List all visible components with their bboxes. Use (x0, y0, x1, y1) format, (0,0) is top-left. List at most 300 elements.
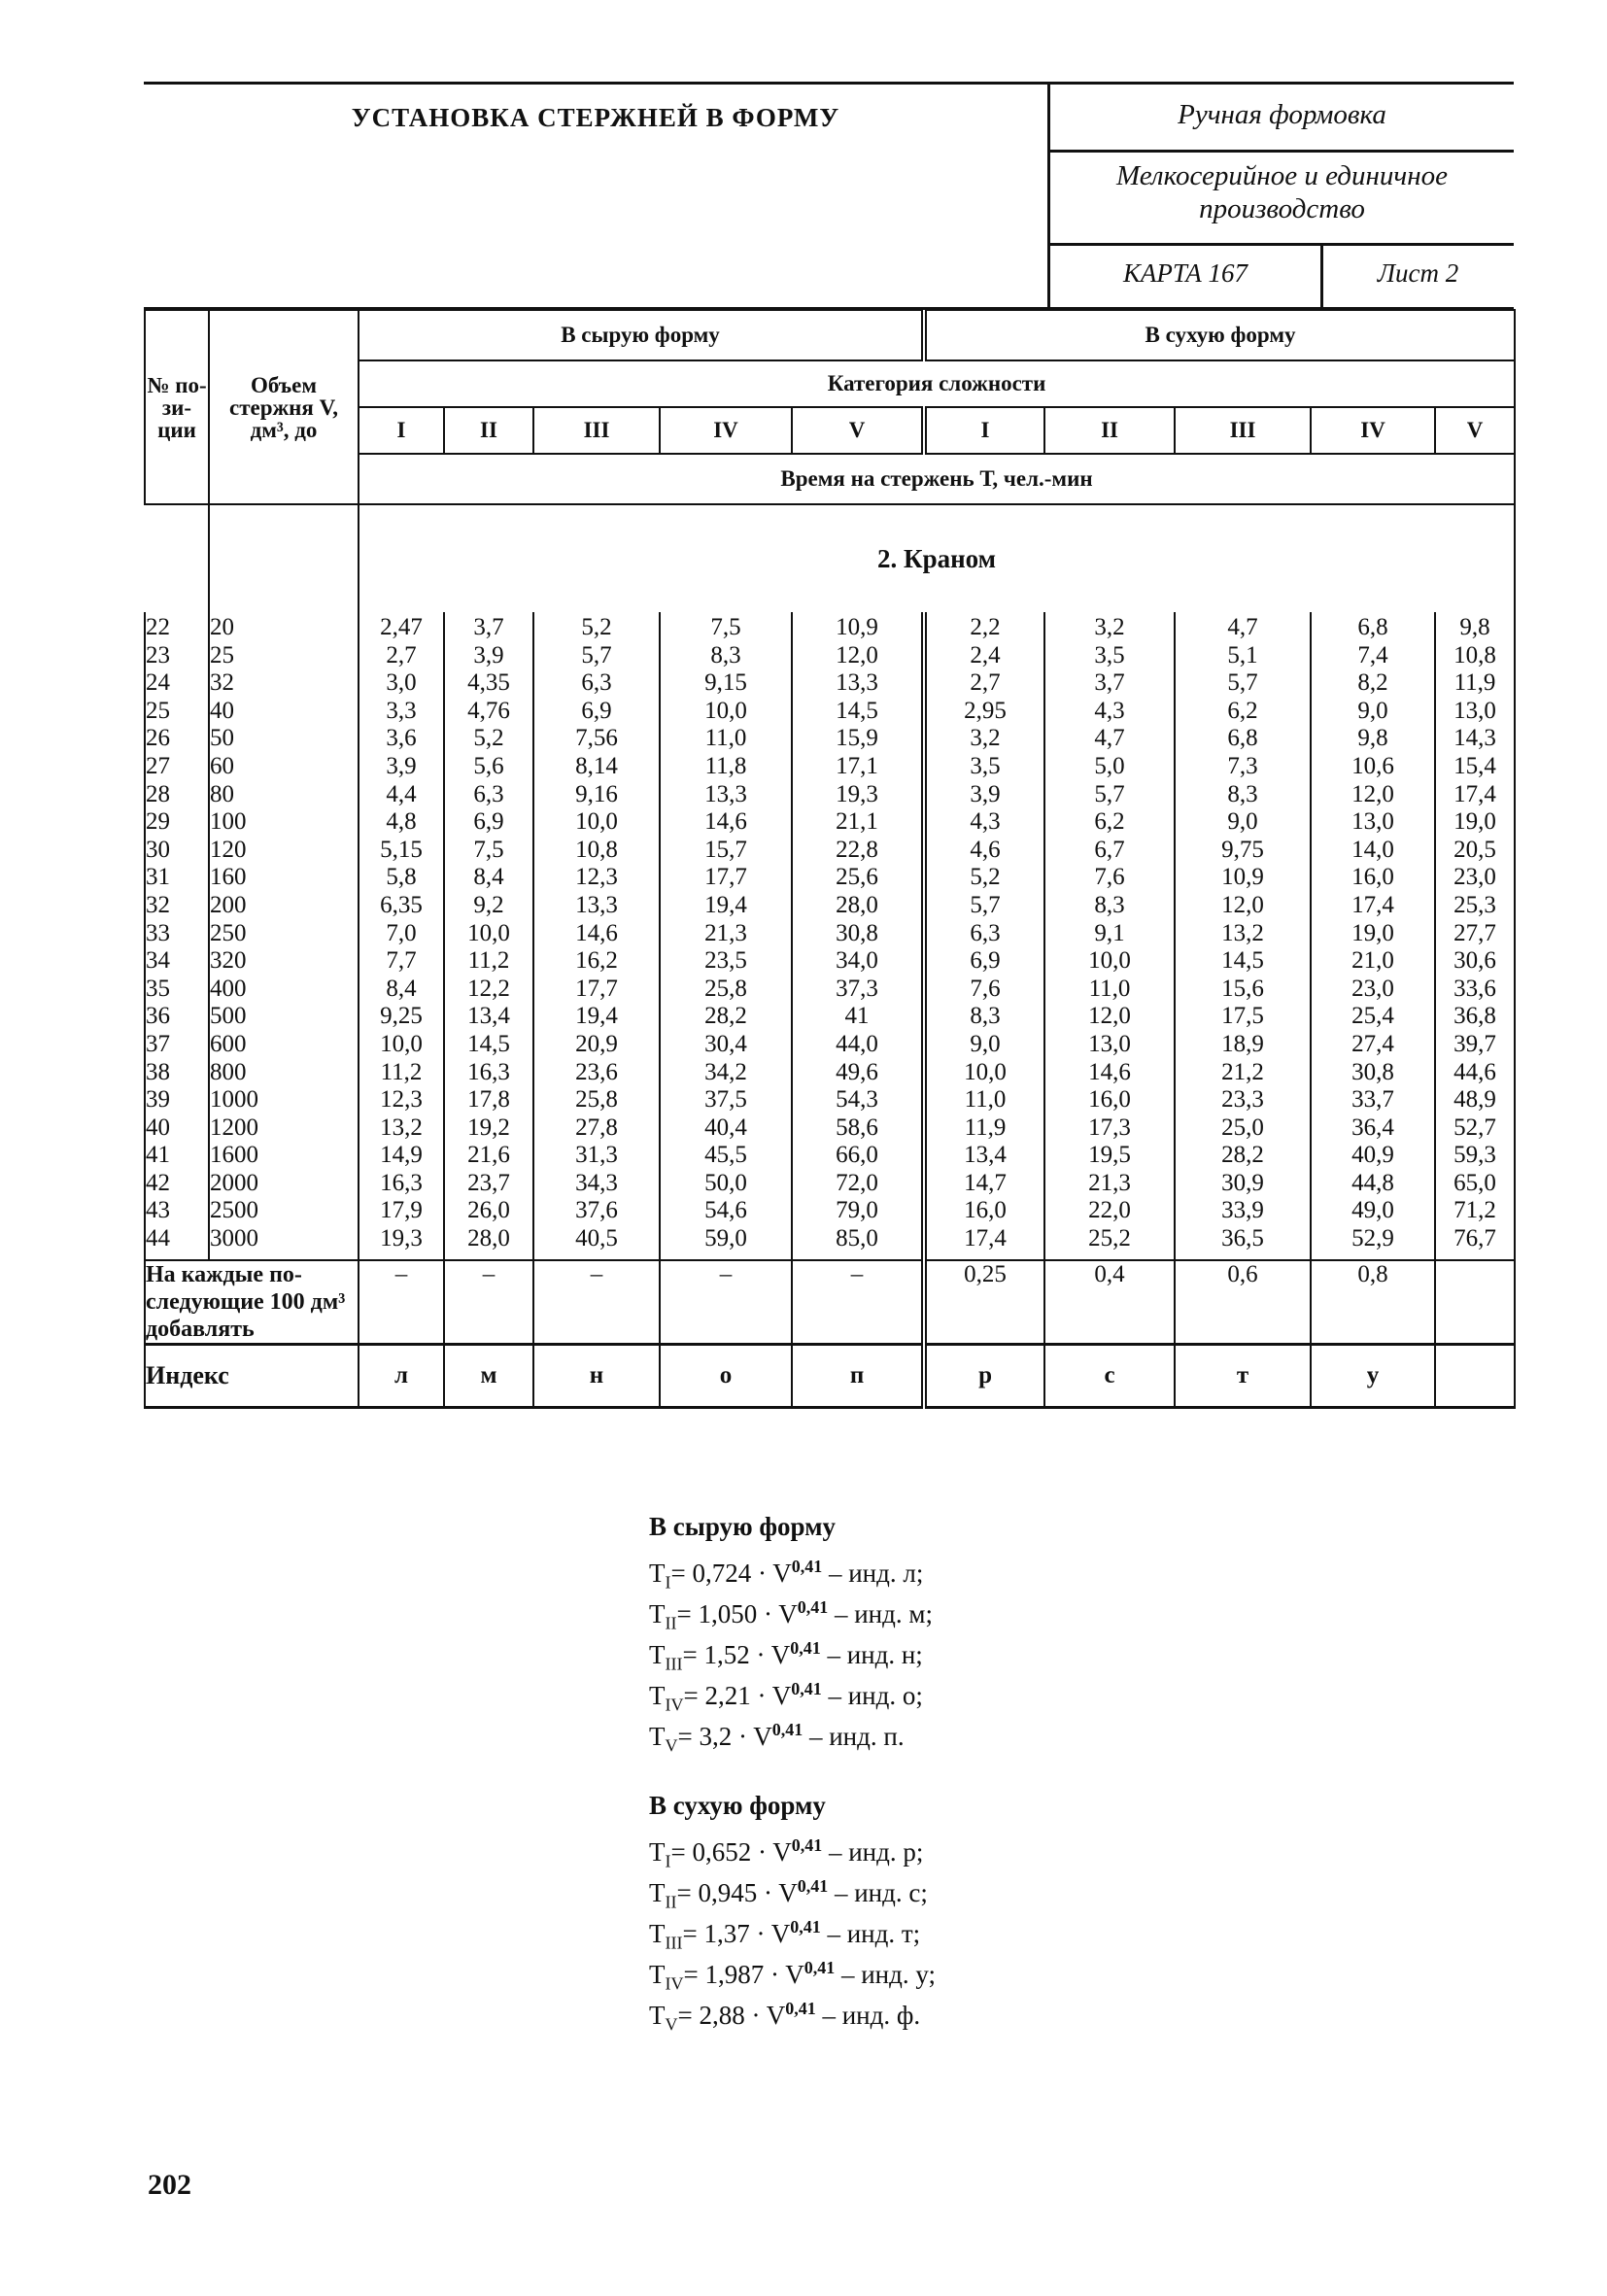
table-cell: 5,7 (1094, 780, 1125, 807)
index-value (1435, 1344, 1515, 1407)
formula-expression: = 0,724 · V (670, 1559, 792, 1588)
table-cell: 21,2 (1221, 1058, 1264, 1085)
index-value: л (359, 1344, 444, 1407)
table-cell: 39,7 (1453, 1030, 1496, 1057)
formula-expression: = 1,050 · V (676, 1599, 798, 1628)
table-cell: 3,6 (386, 725, 417, 752)
table-cell: 40,9 (1351, 1142, 1394, 1169)
table-cell: 43 (146, 1197, 170, 1224)
table-cell: 2,2 (970, 614, 1001, 640)
table-cell: 4,4 (386, 780, 417, 807)
table-cell: 8,3 (1227, 780, 1258, 807)
table-cell: 36,4 (1351, 1114, 1394, 1141)
volume-column-header: Объем стержня V, дм³, до (209, 310, 359, 504)
table-cell: 4,8 (386, 808, 417, 836)
table-cell: 32 (210, 669, 234, 697)
table-cell: 17,4 (964, 1225, 1007, 1252)
time-values-column-6 (924, 612, 1044, 1260)
table-cell: 19,3 (380, 1225, 423, 1252)
table-cell: 3,7 (1094, 669, 1125, 697)
table-cell: 17,3 (1088, 1114, 1131, 1141)
time-values-column-8 (1175, 612, 1311, 1260)
table-cell: 33,6 (1453, 975, 1496, 1002)
sheet-number: Лист 2 (1377, 258, 1459, 288)
table-cell: 5,1 (1227, 641, 1258, 668)
complexity-category-raw-3: III (533, 407, 660, 454)
formula-exponent: 0,41 (797, 1876, 829, 1896)
table-cell: 21,3 (704, 919, 747, 946)
index-label: Индекс (145, 1344, 359, 1407)
increment-label: На каждые по- следующие 100 дм³ добавлять (145, 1260, 359, 1345)
formula-index-note: – инд. м; (828, 1599, 933, 1628)
table-cell: 38 (146, 1058, 170, 1085)
empty-cell (209, 504, 359, 612)
increment-value: 0,8 (1311, 1260, 1435, 1345)
table-cell: 4,3 (1094, 697, 1125, 724)
table-cell: 9,0 (1227, 808, 1258, 836)
table-cell: 16,2 (575, 947, 618, 975)
table-cell: 14,5 (1221, 947, 1264, 975)
table-cell: 45,5 (704, 1142, 747, 1169)
table-cell: 14,7 (964, 1169, 1007, 1196)
formula-subscript: V (665, 1735, 678, 1756)
table-cell: 17,5 (1221, 1003, 1264, 1030)
table-cell: 10,0 (964, 1058, 1007, 1085)
table-cell: 17,4 (1351, 891, 1394, 918)
table-cell: 11,8 (704, 752, 747, 779)
table-cell: 17,4 (1453, 780, 1496, 807)
table-cell: 42 (146, 1169, 170, 1196)
header-info-block (1050, 82, 1514, 307)
table-cell: 7,6 (970, 975, 1001, 1002)
formula-line (649, 1947, 1193, 1994)
table-cell: 25 (210, 641, 234, 668)
table-cell: 14,6 (575, 919, 618, 946)
table-cell: 71,2 (1453, 1197, 1496, 1224)
formula-symbol: T (649, 1919, 666, 1948)
table-cell: 50 (210, 725, 234, 752)
table-cell: 37,5 (704, 1086, 747, 1114)
formula-line (649, 1825, 1193, 1871)
increment-value: – (533, 1260, 660, 1345)
table-cell: 40,5 (575, 1225, 618, 1252)
table-cell: 31,3 (575, 1142, 618, 1169)
table-cell: 6,7 (1094, 836, 1125, 863)
table-cell: 23 (146, 641, 170, 668)
molding-type: Ручная формовка (1178, 99, 1386, 130)
table-cell: 59,3 (1453, 1142, 1496, 1169)
table-cell: 7,56 (575, 725, 618, 752)
index-value: о (660, 1344, 792, 1407)
table-cell: 5,7 (581, 641, 612, 668)
volume-values (209, 612, 359, 1260)
table-cell: 21,1 (836, 808, 878, 836)
table-cell: 36 (146, 1003, 170, 1030)
table-cell: 16,0 (1088, 1086, 1131, 1114)
complexity-category-dry-5: V (1435, 407, 1515, 454)
time-values-column-4 (660, 612, 792, 1260)
table-cell: 5,15 (380, 836, 423, 863)
increment-value: – (660, 1260, 792, 1345)
complexity-category-dry-3: III (1175, 407, 1311, 454)
table-cell: 19,5 (1088, 1142, 1131, 1169)
increment-value: 0,25 (924, 1260, 1044, 1345)
table-cell: 4,7 (1094, 725, 1125, 752)
table-cell: 3,2 (1094, 614, 1125, 640)
table-cell: 19,2 (467, 1114, 510, 1141)
formula-exponent: 0,41 (791, 1679, 822, 1698)
formula-index-note: – инд. о; (821, 1681, 923, 1710)
table-cell: 7,5 (473, 836, 504, 863)
formula-index-note: – инд. т; (820, 1919, 921, 1948)
time-values-column-7 (1044, 612, 1175, 1260)
table-cell: 8,3 (970, 1003, 1001, 1030)
table-cell: 49,6 (836, 1058, 878, 1085)
raw-mold-group-header: В сырую форму (359, 310, 924, 360)
table-cell: 10,9 (1221, 864, 1264, 891)
formula-line (649, 1906, 1193, 1953)
formula-expression: = 2,21 · V (683, 1681, 792, 1710)
table-cell: 44,6 (1453, 1058, 1496, 1085)
table-cell: 100 (210, 808, 247, 836)
table-cell: 13,3 (575, 891, 618, 918)
time-values-column-10 (1435, 612, 1515, 1260)
formula-symbol: T (649, 1878, 666, 1907)
table-cell: 30,4 (704, 1030, 747, 1057)
card-header (144, 82, 1514, 307)
table-cell: 10,0 (1088, 947, 1131, 975)
table-cell: 23,7 (467, 1169, 510, 1196)
header-rule (1050, 150, 1514, 153)
production-type: Мелкосерийное и единичное производство (1116, 160, 1448, 224)
table-cell: 9,15 (704, 669, 747, 697)
raw-formulas-title: В сырую форму (649, 1512, 837, 1541)
formula-symbol: T (649, 1960, 666, 1989)
table-cell: 25,3 (1453, 891, 1496, 918)
table-cell: 30,8 (1351, 1058, 1394, 1085)
table-cell: 320 (210, 947, 247, 975)
table-cell: 37,3 (836, 975, 878, 1002)
table-cell: 10,0 (575, 808, 618, 836)
table-cell: 6,8 (1227, 725, 1258, 752)
table-cell: 11,0 (964, 1086, 1007, 1114)
table-cell: 19,4 (575, 1003, 618, 1030)
table-cell: 23,6 (575, 1058, 618, 1085)
table-cell: 8,14 (575, 752, 618, 779)
table-cell: 5,7 (970, 891, 1001, 918)
table-cell: 25,2 (1088, 1225, 1131, 1252)
table-cell: 22 (146, 614, 170, 640)
table-cell: 13,4 (467, 1003, 510, 1030)
formula-expression: = 3,2 · V (677, 1722, 772, 1751)
table-cell: 5,2 (970, 864, 1001, 891)
formula-symbol: T (649, 1681, 666, 1710)
table-cell: 34 (146, 947, 170, 975)
table-cell: 32 (146, 891, 170, 918)
empty-cell (145, 504, 209, 612)
time-values-column-5 (792, 612, 924, 1260)
table-cell: 9,16 (575, 780, 618, 807)
complexity-category-raw-4: IV (660, 407, 792, 454)
table-cell: 28,2 (704, 1003, 747, 1030)
table-cell: 2,4 (970, 641, 1001, 668)
formula-line (649, 1546, 1193, 1593)
formula-exponent: 0,41 (804, 1958, 836, 1977)
complexity-category-raw-1: I (359, 407, 444, 454)
table-cell: 12,0 (1221, 891, 1264, 918)
complexity-category-dry-1: I (924, 407, 1044, 454)
table-cell: 14,6 (704, 808, 747, 836)
index-value: т (1175, 1344, 1311, 1407)
table-cell: 52,7 (1453, 1114, 1496, 1141)
formula-line (649, 1628, 1193, 1674)
formula-expression: = 0,652 · V (670, 1837, 792, 1867)
formula-index-note: – инд. н; (820, 1640, 923, 1669)
table-cell: 3,5 (970, 752, 1001, 779)
table-cell: 44 (146, 1225, 170, 1252)
formula-index-note: – инд. п. (803, 1722, 905, 1751)
table-cell: 7,5 (710, 614, 741, 640)
table-cell: 13,0 (1088, 1030, 1131, 1057)
table-cell: 15,9 (836, 725, 878, 752)
increment-value: – (359, 1260, 444, 1345)
formula-subscript: IV (665, 1973, 684, 1994)
table-cell: 14,0 (1351, 836, 1394, 863)
table-cell: 28,0 (467, 1225, 510, 1252)
table-cell: 11,9 (964, 1114, 1007, 1141)
table-cell: 28 (146, 780, 170, 807)
table-cell: 20 (210, 614, 234, 640)
table-cell: 14,5 (836, 697, 878, 724)
table-cell: 250 (210, 919, 247, 946)
table-cell: 11,0 (704, 725, 747, 752)
table-cell: 27 (146, 752, 170, 779)
formula-exponent: 0,41 (771, 1720, 804, 1739)
table-cell: 25,8 (704, 975, 747, 1002)
table-cell: 13,3 (704, 780, 747, 807)
dry-mold-group-header: В сухую форму (924, 310, 1515, 360)
table-cell: 15,4 (1453, 752, 1496, 779)
table-cell: 2,7 (386, 641, 417, 668)
table-cell: 7,4 (1357, 641, 1388, 668)
table-cell: 11,9 (1453, 669, 1496, 697)
table-cell: 4,3 (970, 808, 1001, 836)
table-cell: 34,2 (704, 1058, 747, 1085)
table-cell: 7,6 (1094, 864, 1125, 891)
table-cell: 41 (146, 1142, 170, 1169)
table-cell: 16,0 (1351, 864, 1394, 891)
table-cell: 35 (146, 975, 170, 1002)
time-values-column-1 (359, 612, 444, 1260)
table-cell: 1200 (210, 1114, 258, 1141)
table-cell: 9,75 (1221, 836, 1264, 863)
table-cell: 39 (146, 1086, 170, 1114)
table-cell: 34,0 (836, 947, 878, 975)
table-cell: 19,4 (704, 891, 747, 918)
index-value: р (924, 1344, 1044, 1407)
table-cell: 2,7 (970, 669, 1001, 697)
table-cell: 31 (146, 864, 170, 891)
increment-value: – (792, 1260, 924, 1345)
complexity-category-dry-2: II (1044, 407, 1175, 454)
table-cell: 17,8 (467, 1086, 510, 1114)
table-cell: 22,0 (1088, 1197, 1131, 1224)
complexity-category-raw-5: V (792, 407, 924, 454)
table-cell: 12,0 (836, 641, 878, 668)
table-cell: 3,0 (386, 669, 417, 697)
table-cell: 18,9 (1221, 1030, 1264, 1057)
formula-expression: = 1,37 · V (682, 1919, 791, 1948)
increment-value: – (444, 1260, 533, 1345)
table-cell: 21,3 (1088, 1169, 1131, 1196)
table-cell: 5,2 (581, 614, 612, 640)
index-value: н (533, 1344, 660, 1407)
table-cell: 48,9 (1453, 1086, 1496, 1114)
table-cell: 41 (844, 1003, 870, 1030)
table-cell: 19,0 (1453, 808, 1496, 836)
table-cell: 3,2 (970, 725, 1001, 752)
table-cell: 6,35 (380, 891, 423, 918)
table-cell: 13,4 (964, 1142, 1007, 1169)
table-cell: 79,0 (836, 1197, 878, 1224)
formula-symbol: T (649, 1559, 666, 1588)
formula-line (649, 1587, 1193, 1633)
table-cell: 23,0 (1351, 975, 1394, 1002)
increment-value (1435, 1260, 1515, 1345)
table-cell: 27,8 (575, 1114, 618, 1141)
table-cell: 40 (146, 1114, 170, 1141)
table-cell: 29 (146, 808, 170, 836)
section-title: 2. Краном (359, 504, 1515, 612)
table-cell: 4,6 (970, 836, 1001, 863)
table-cell: 6,9 (581, 697, 612, 724)
page-number: 202 (148, 2169, 191, 2201)
table-cell: 500 (210, 1003, 247, 1030)
table-cell: 30,6 (1453, 947, 1496, 975)
increment-value: 0,4 (1044, 1260, 1175, 1345)
formula-index-note: – инд. р; (822, 1837, 924, 1867)
table-cell: 37 (146, 1030, 170, 1057)
formula-symbol: T (649, 1640, 666, 1669)
table-cell: 5,6 (473, 752, 504, 779)
table-cell: 30,9 (1221, 1169, 1264, 1196)
complexity-category-dry-4: IV (1311, 407, 1435, 454)
table-cell: 6,3 (473, 780, 504, 807)
table-cell: 54,3 (836, 1086, 878, 1114)
table-cell: 8,3 (1094, 891, 1125, 918)
table-cell: 5,2 (473, 725, 504, 752)
formula-exponent: 0,41 (791, 1557, 823, 1576)
table-cell: 2,95 (964, 697, 1007, 724)
table-cell: 13,0 (1453, 697, 1496, 724)
table-cell: 27,7 (1453, 919, 1496, 946)
table-cell: 44,0 (836, 1030, 878, 1057)
table-cell: 3,9 (970, 780, 1001, 807)
table-cell: 10,8 (575, 836, 618, 863)
table-cell: 66,0 (836, 1142, 878, 1169)
table-cell: 36,8 (1453, 1003, 1496, 1030)
table-cell: 3,9 (473, 641, 504, 668)
formula-symbol: T (649, 2001, 666, 2030)
table-cell: 12,0 (1088, 1003, 1131, 1030)
table-cell: 17,9 (380, 1197, 423, 1224)
table-cell: 80 (210, 780, 234, 807)
formula-expression: = 2,88 · V (677, 2001, 786, 2030)
table-cell: 25,4 (1351, 1003, 1394, 1030)
table-cell: 60 (210, 752, 234, 779)
table-cell: 8,4 (473, 864, 504, 891)
table-cell: 14,6 (1088, 1058, 1131, 1085)
table-cell: 37,6 (575, 1197, 618, 1224)
table-cell: 3,5 (1094, 641, 1125, 668)
table-cell: 6,9 (473, 808, 504, 836)
formula-exponent: 0,41 (790, 1638, 821, 1658)
table-cell: 15,7 (704, 836, 747, 863)
table-cell: 2000 (210, 1169, 258, 1196)
formula-subscript: I (665, 1851, 671, 1871)
table-cell: 72,0 (836, 1169, 878, 1196)
table-cell: 9,25 (380, 1003, 423, 1030)
raw-formulas-list (649, 1546, 1193, 1756)
formula-index-note: – инд. у; (835, 1960, 937, 1989)
formula-index-note: – инд. ф. (815, 2001, 921, 2030)
formula-exponent: 0,41 (790, 1917, 821, 1936)
table-cell: 6,8 (1357, 614, 1388, 640)
table-cell: 7,3 (1227, 752, 1258, 779)
table-cell: 7,7 (386, 947, 417, 975)
complexity-category-raw-2: II (444, 407, 533, 454)
table-cell: 40,4 (704, 1114, 747, 1141)
table-cell: 2,47 (380, 614, 423, 640)
table-cell: 800 (210, 1058, 247, 1085)
table-cell: 6,9 (970, 947, 1001, 975)
table-cell: 23,3 (1221, 1086, 1264, 1114)
table-cell: 12,3 (380, 1086, 423, 1114)
table-cell: 50,0 (704, 1169, 747, 1196)
table-cell: 10,6 (1351, 752, 1394, 779)
formula-expression: = 1,52 · V (682, 1640, 791, 1669)
table-cell: 5,8 (386, 864, 417, 891)
table-cell: 1000 (210, 1086, 258, 1114)
position-numbers (145, 612, 209, 1260)
table-cell: 13,3 (836, 669, 878, 697)
table-cell: 4,35 (467, 669, 510, 697)
table-cell: 25,6 (836, 864, 878, 891)
table-cell: 5,7 (1227, 669, 1258, 697)
table-cell: 14,5 (467, 1030, 510, 1057)
table-cell: 6,2 (1094, 808, 1125, 836)
formula-subscript: III (665, 1654, 683, 1674)
table-cell: 28,2 (1221, 1142, 1264, 1169)
table-cell: 9,0 (1357, 697, 1388, 724)
table-cell: 8,3 (710, 641, 741, 668)
header-rule (1050, 243, 1514, 246)
formula-line (649, 1668, 1193, 1715)
table-cell: 22,8 (836, 836, 878, 863)
formula-index-note: – инд. л; (822, 1559, 924, 1588)
table-cell: 600 (210, 1030, 247, 1057)
table-cell: 27,4 (1351, 1030, 1394, 1057)
table-cell: 19,3 (836, 780, 878, 807)
table-cell: 6,3 (581, 669, 612, 697)
time-values-column-2 (444, 612, 533, 1260)
table-cell: 12,2 (467, 975, 510, 1002)
table-cell: 9,8 (1459, 614, 1490, 640)
table-cell: 10,0 (467, 919, 510, 946)
time-per-core-header: Время на стержень Т, чел.-мин (359, 454, 1515, 504)
table-cell: 26 (146, 725, 170, 752)
table-cell: 6,3 (970, 919, 1001, 946)
